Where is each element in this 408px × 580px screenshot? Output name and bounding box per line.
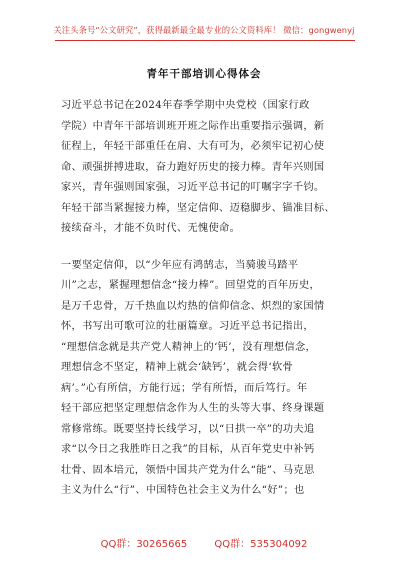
body-line: 理想信念不坚定，精神上就会‘缺钙’，就会得‘软骨 — [61, 362, 294, 373]
header-banner: 关注头条号“公文研究”，获得最新最全最专业的公文资料库！ 微信：gongwenyj — [53, 25, 355, 35]
footer-contacts — [0, 535, 408, 550]
body-line: 病’。”心有所信，方能行远；学有所悟，而后笃行。年 — [61, 382, 308, 394]
body-line: 是万千忠骨，万千热血以灼热的信仰信念、炽烈的家国情 — [61, 300, 325, 312]
body-line: 轻干部应把坚定理想信念作为人生的头等大事、终身课题 — [61, 403, 325, 414]
body-line: 求“以今日之我胜昨日之我”的目标，从百年党史中补钙 — [61, 444, 315, 455]
document-body — [61, 96, 351, 502]
body-line: 接续奋斗，才能不负时代、无愧使命。 — [61, 223, 241, 234]
footer-qq-group-2: QQ群：535304092 — [214, 539, 308, 550]
footer-qq-group-1: QQ群：30265665 — [100, 539, 188, 550]
body-line: 命、顽强拼搏进取，奋力跑好历史的接力棒。青年兴则国 — [61, 161, 325, 173]
body-line: 常修常练。既要坚持长线学习，以“日拱一卒”的功夫追 — [61, 423, 315, 435]
body-line: “理想信念就是共产党人精神上的‘钙’，没有理想信念， — [61, 341, 317, 353]
body-line: 年轻干部当紧握接力棒，坚定信仰、迈稳脚步、锚准目标、 — [61, 202, 335, 214]
paragraph-gap — [61, 240, 351, 256]
document-title: 青年干部培训心得体会 — [146, 68, 262, 80]
body-line: 怀，书写出可歌可泣的壮丽篇章。习近平总书记指出， — [61, 321, 314, 332]
body-line: 壮骨、固本培元，领悟中国共产党为什么“能”、马克思 — [61, 464, 315, 476]
body-line: 征程上，年轻干部重任在肩、大有可为，必须牢记初心使 — [61, 141, 325, 152]
body-line: 川”之志，紧握理想信念“接力棒”。回望党的百年历史， — [61, 280, 321, 291]
body-line: 家兴，青年强则国家强，习近平总书记的叮嘱字字千钧。 — [61, 182, 325, 193]
body-line: 主义为什么“行”、中国特色社会主义为什么“好”；也 — [61, 485, 305, 496]
header-divider — [55, 40, 355, 41]
body-line: 习近平总书记在2024年春季学期中央党校（国家行政 — [61, 100, 310, 111]
body-line: 学院）中青年干部培训班开班之际作出重要指示强调，新 — [61, 120, 325, 132]
body-line: 一要坚定信仰，以“少年应有鸿鹄志，当骑骏马踏平 — [61, 259, 299, 271]
